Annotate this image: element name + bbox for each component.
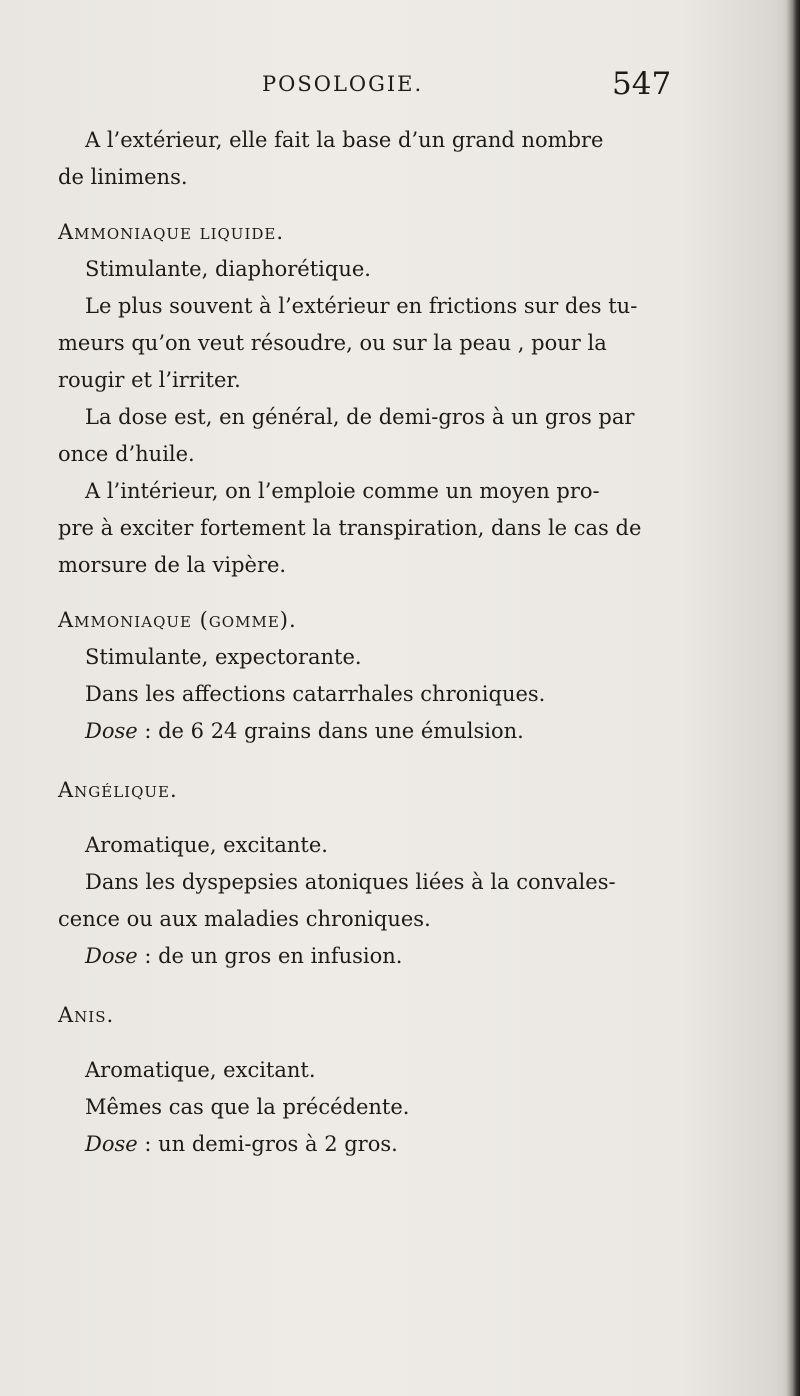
paragraph-line: Stimulante, expectorante. xyxy=(85,645,362,669)
book-binding-edge xyxy=(786,0,800,1396)
entry-heading: Ammoniaque liquide. xyxy=(58,220,285,244)
paragraph-line: La dose est, en général, de demi-gros à un gros par xyxy=(85,405,635,429)
entry-heading: Anis. xyxy=(58,1003,115,1027)
dose-text: : de un gros en infusion. xyxy=(137,944,403,968)
paragraph-line: rougir et l’irriter. xyxy=(58,368,241,392)
dose-text: : de 6 24 grains dans une émulsion. xyxy=(137,719,524,743)
paragraph-line: A l’extérieur, elle fait la base d’un grand nombre xyxy=(85,128,604,152)
dose-line xyxy=(58,1126,678,1163)
dose-label: Dose xyxy=(85,1132,138,1156)
page-number: 547 xyxy=(612,66,672,102)
paragraph-line: cence ou aux maladies chroniques. xyxy=(58,907,431,931)
page-header xyxy=(0,66,800,112)
paragraph-line: Dans les affections catarrhales chroniques. xyxy=(85,682,546,706)
paragraph-line: Mêmes cas que la précédente. xyxy=(85,1095,410,1119)
paragraph-line: A l’intérieur, on l’emploie comme un moyen pro- xyxy=(85,479,600,503)
dose-line xyxy=(58,713,678,750)
paragraph-line: morsure de la vipère. xyxy=(58,553,287,577)
dose-line xyxy=(58,938,678,975)
dose-label: Dose xyxy=(85,719,138,743)
paragraph-line: pre à exciter fortement la transpiration, dans le cas de xyxy=(58,516,642,540)
entry-heading: Angélique. xyxy=(58,778,178,802)
dose-label: Dose xyxy=(85,944,138,968)
paragraph-line: Le plus souvent à l’extérieur en frictions sur des tu- xyxy=(85,294,638,318)
paragraph-line: meurs qu’on veut résoudre, ou sur la peau , pour la xyxy=(58,331,607,355)
paragraph-line: Stimulante, diaphorétique. xyxy=(85,257,371,281)
page-body xyxy=(58,122,678,1163)
entry-heading: Ammoniaque (gomme). xyxy=(58,608,297,632)
running-head: POSOLOGIE. xyxy=(262,72,424,96)
paragraph-line: Aromatique, excitant. xyxy=(85,1058,316,1082)
paragraph-line: Dans les dyspepsies atoniques liées à la convales- xyxy=(85,870,616,894)
paragraph-line: Aromatique, excitante. xyxy=(85,833,328,857)
paragraph-line: once d’huile. xyxy=(58,442,195,466)
dose-text: : un demi-gros à 2 gros. xyxy=(137,1132,398,1156)
paragraph-line: de linimens. xyxy=(58,165,188,189)
